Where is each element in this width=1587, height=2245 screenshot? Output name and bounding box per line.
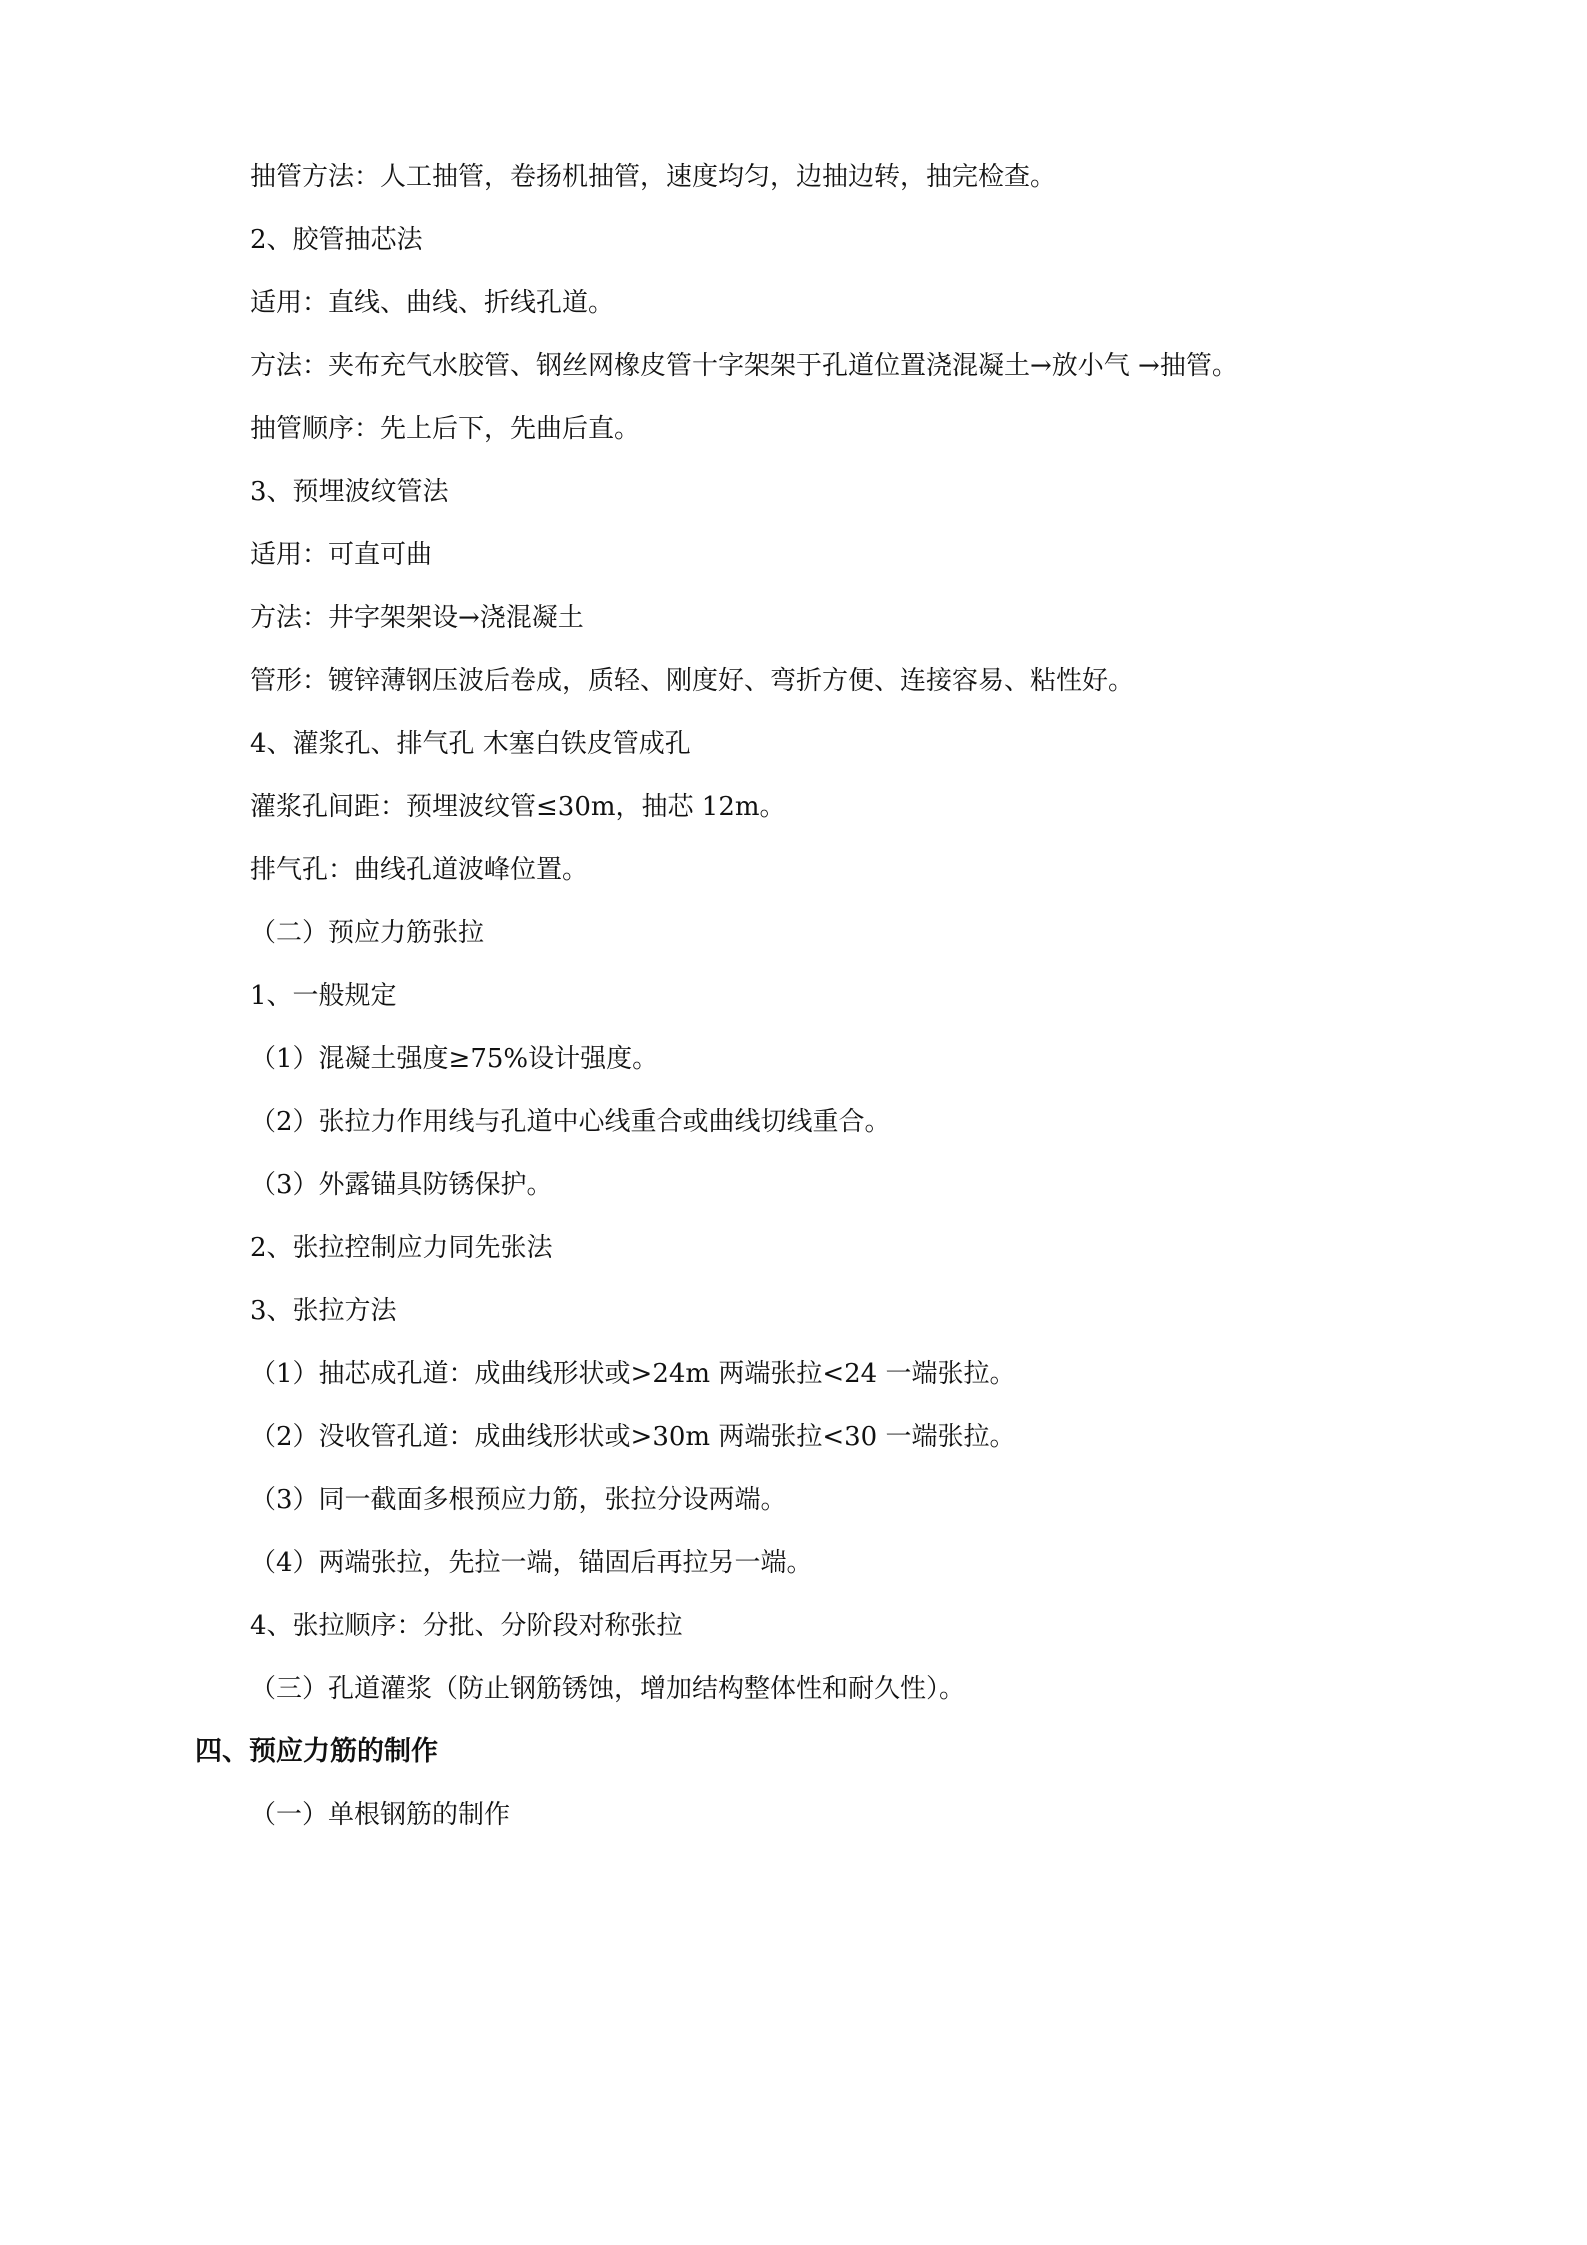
subheading-control-stress: 2、张拉控制应力同先张法 (250, 1233, 553, 1263)
subheading-tensioning-order: 4、张拉顺序：分批、分阶段对称张拉 (250, 1611, 683, 1641)
text-line-extraction-order: 抽管顺序：先上后下，先曲后直。 (250, 414, 641, 444)
text-line-rule-1: （1）混凝土强度≥75%设计强度。 (250, 1044, 659, 1074)
text-line-pipe-shape: 管形：镀锌薄钢压波后卷成，质轻、刚度好、弯折方便、连接容易、粘性好。 (250, 666, 1135, 696)
text-line-method-item-2: （2）没收管孔道：成曲线形状或>30m 两端张拉<30 一端张拉。 (250, 1422, 1016, 1452)
section-heading-grouting: （三）孔道灌浆（防止钢筋锈蚀，增加结构整体性和耐久性）。 (250, 1674, 966, 1704)
subheading-corrugated-pipe-method: 3、预埋波纹管法 (250, 477, 449, 507)
text-line-method-2: 方法：井字架架设→浇混凝土 (250, 603, 584, 633)
text-line-vent-hole: 排气孔：曲线孔道波峰位置。 (250, 855, 589, 885)
section-heading-single-bar: （一）单根钢筋的制作 (250, 1800, 511, 1830)
subheading-general-rules: 1、一般规定 (250, 981, 397, 1011)
text-line-applicable-1: 适用：直线、曲线、折线孔道。 (250, 288, 615, 318)
text-line-grout-hole-spacing: 灌浆孔间距：预埋波纹管≤30m，抽芯 12m。 (250, 792, 786, 822)
text-line-applicable-2: 适用：可直可曲 (250, 540, 433, 570)
subheading-rubber-tube-core-method: 2、胶管抽芯法 (250, 225, 423, 255)
text-line-method-item-4: （4）两端张拉，先拉一端，锚固后再拉另一端。 (250, 1548, 813, 1578)
text-line-method-1: 方法：夹布充气水胶管、钢丝网橡皮管十字架架于孔道位置浇混凝土→放小气 →抽管。 (250, 351, 1238, 381)
text-line-rule-2: （2）张拉力作用线与孔道中心线重合或曲线切线重合。 (250, 1107, 891, 1137)
chapter-heading-fabrication: 四、预应力筋的制作 (195, 1736, 438, 1767)
subheading-tensioning-method: 3、张拉方法 (250, 1296, 397, 1326)
section-heading-tensioning: （二）预应力筋张拉 (250, 918, 485, 948)
text-line-method-item-3: （3）同一截面多根预应力筋，张拉分设两端。 (250, 1485, 787, 1515)
text-line-pipe-extraction-method: 抽管方法：人工抽管，卷扬机抽管，速度均匀，边抽边转，抽完检查。 (250, 162, 1057, 192)
subheading-grout-vent-holes: 4、灌浆孔、排气孔 木塞白铁皮管成孔 (250, 729, 691, 759)
text-line-rule-3: （3）外露锚具防锈保护。 (250, 1170, 553, 1200)
text-line-method-item-1: （1）抽芯成孔道：成曲线形状或>24m 两端张拉<24 一端张拉。 (250, 1359, 1016, 1389)
